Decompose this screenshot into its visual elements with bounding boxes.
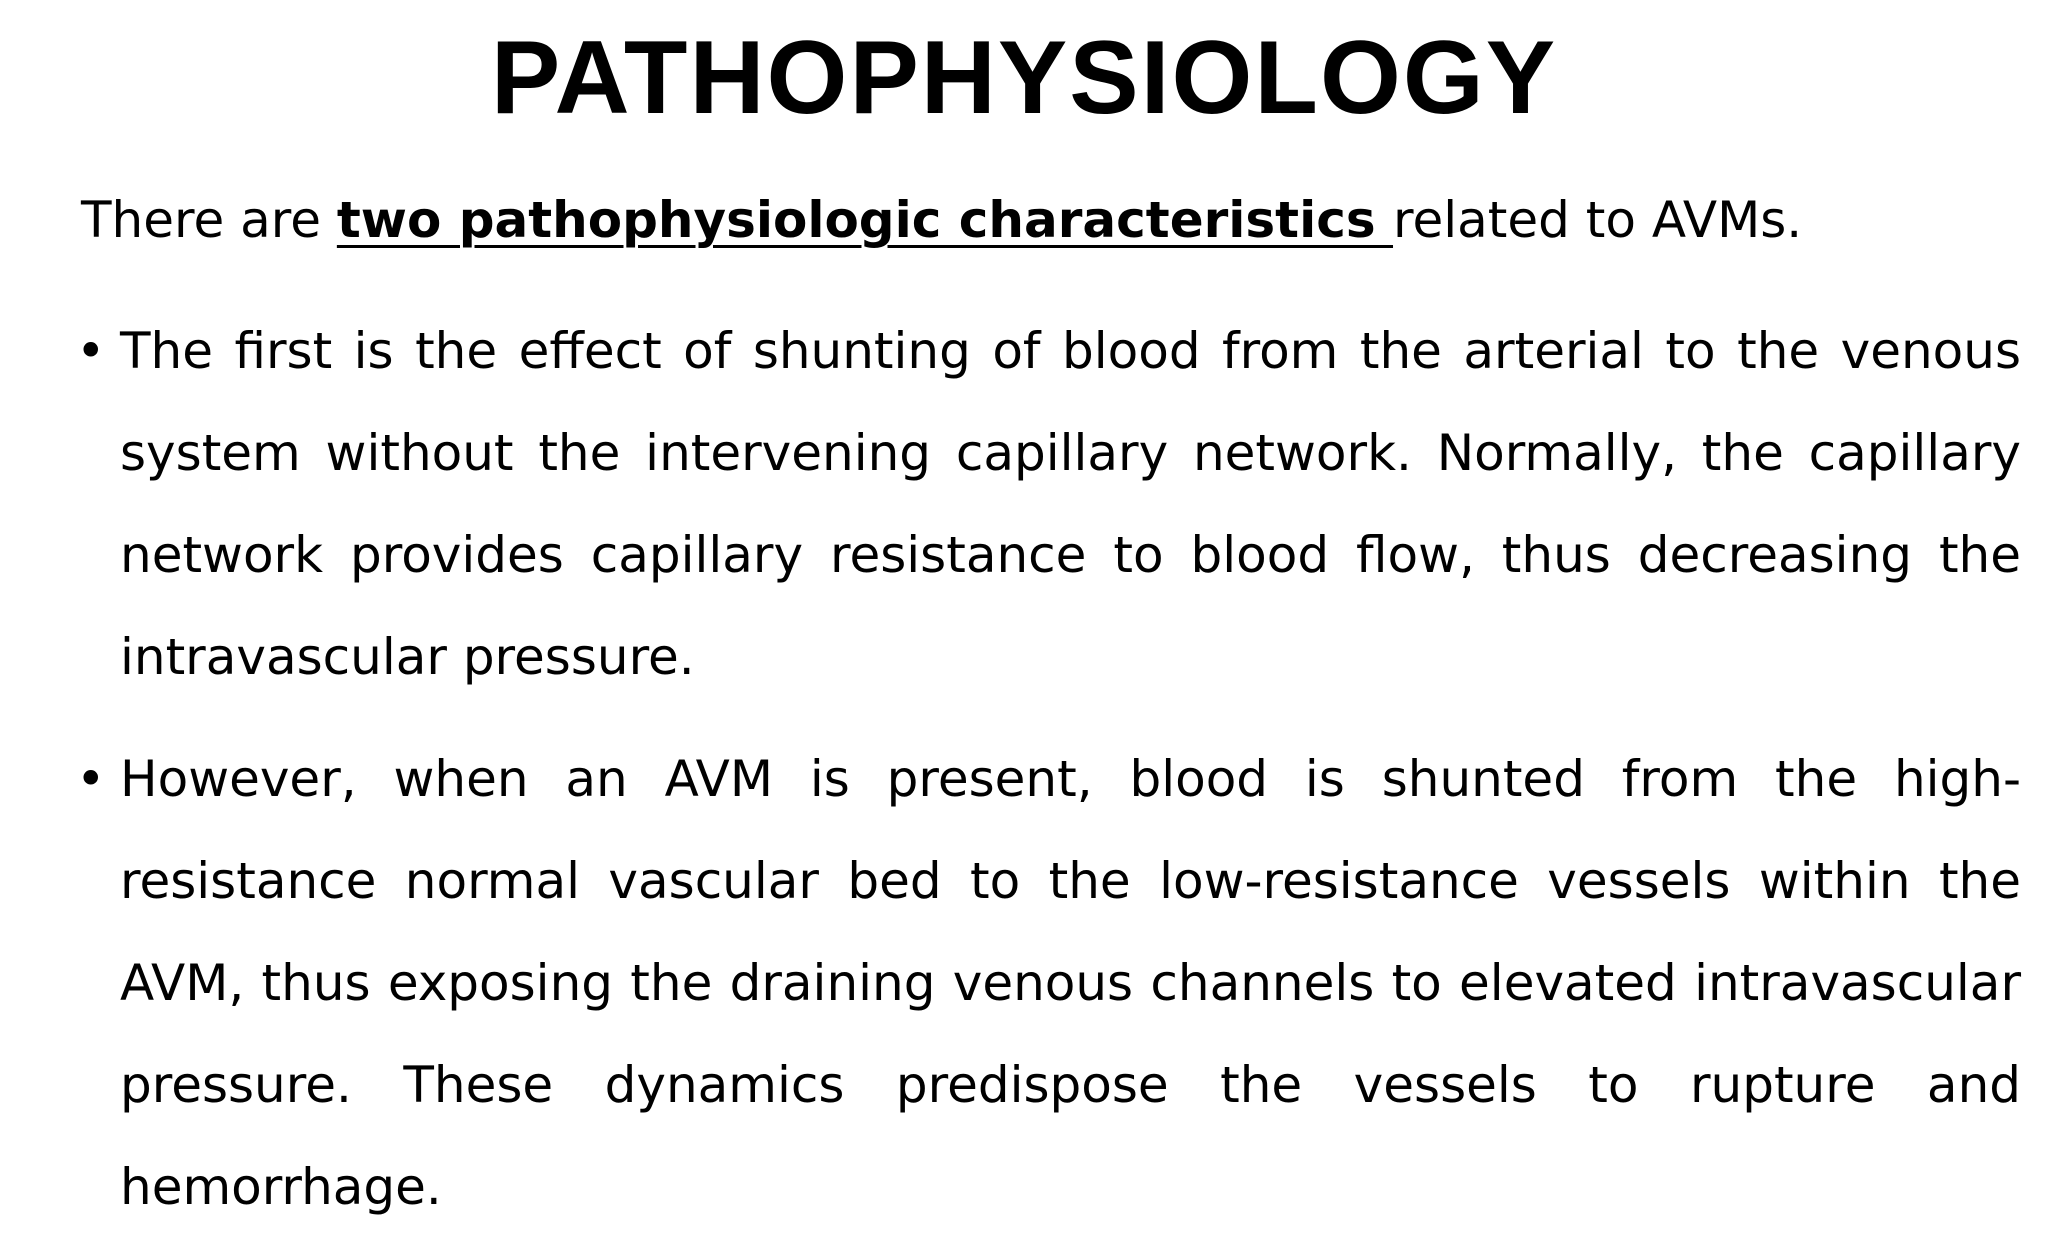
bullet-icon: • [76,322,106,380]
intro-emphasis: two pathophysiologic characteristics [336,191,1394,249]
intro-text-start: There are [81,191,337,249]
bullet-text: The first is the effect of shunting of blood from the arterial to the venous system without the intervening capillary network. Normally, the capillary network provides capillary resistance to blood flow, thus decreasing the intravascular pressure. [120,322,2021,686]
bullet-item [76,300,2021,708]
bullet-item [76,728,2021,1238]
intro-text-end: related to AVMs. [1393,191,1803,249]
slide-title: PATHOPHYSIOLOGY [490,20,1558,136]
intro-paragraph [81,180,2021,260]
bullet-list [76,300,2021,1258]
bullet-text: However, when an AVM is present, blood is shunted from the high-resistance normal vascular bed to the low-resistance vessels within the AVM, thus exposing the draining venous channels to elevated intravascular pressure. These dynamics predispose the vessels to rupture and hemorrhage. [120,750,2021,1216]
bullet-icon: • [76,750,106,808]
